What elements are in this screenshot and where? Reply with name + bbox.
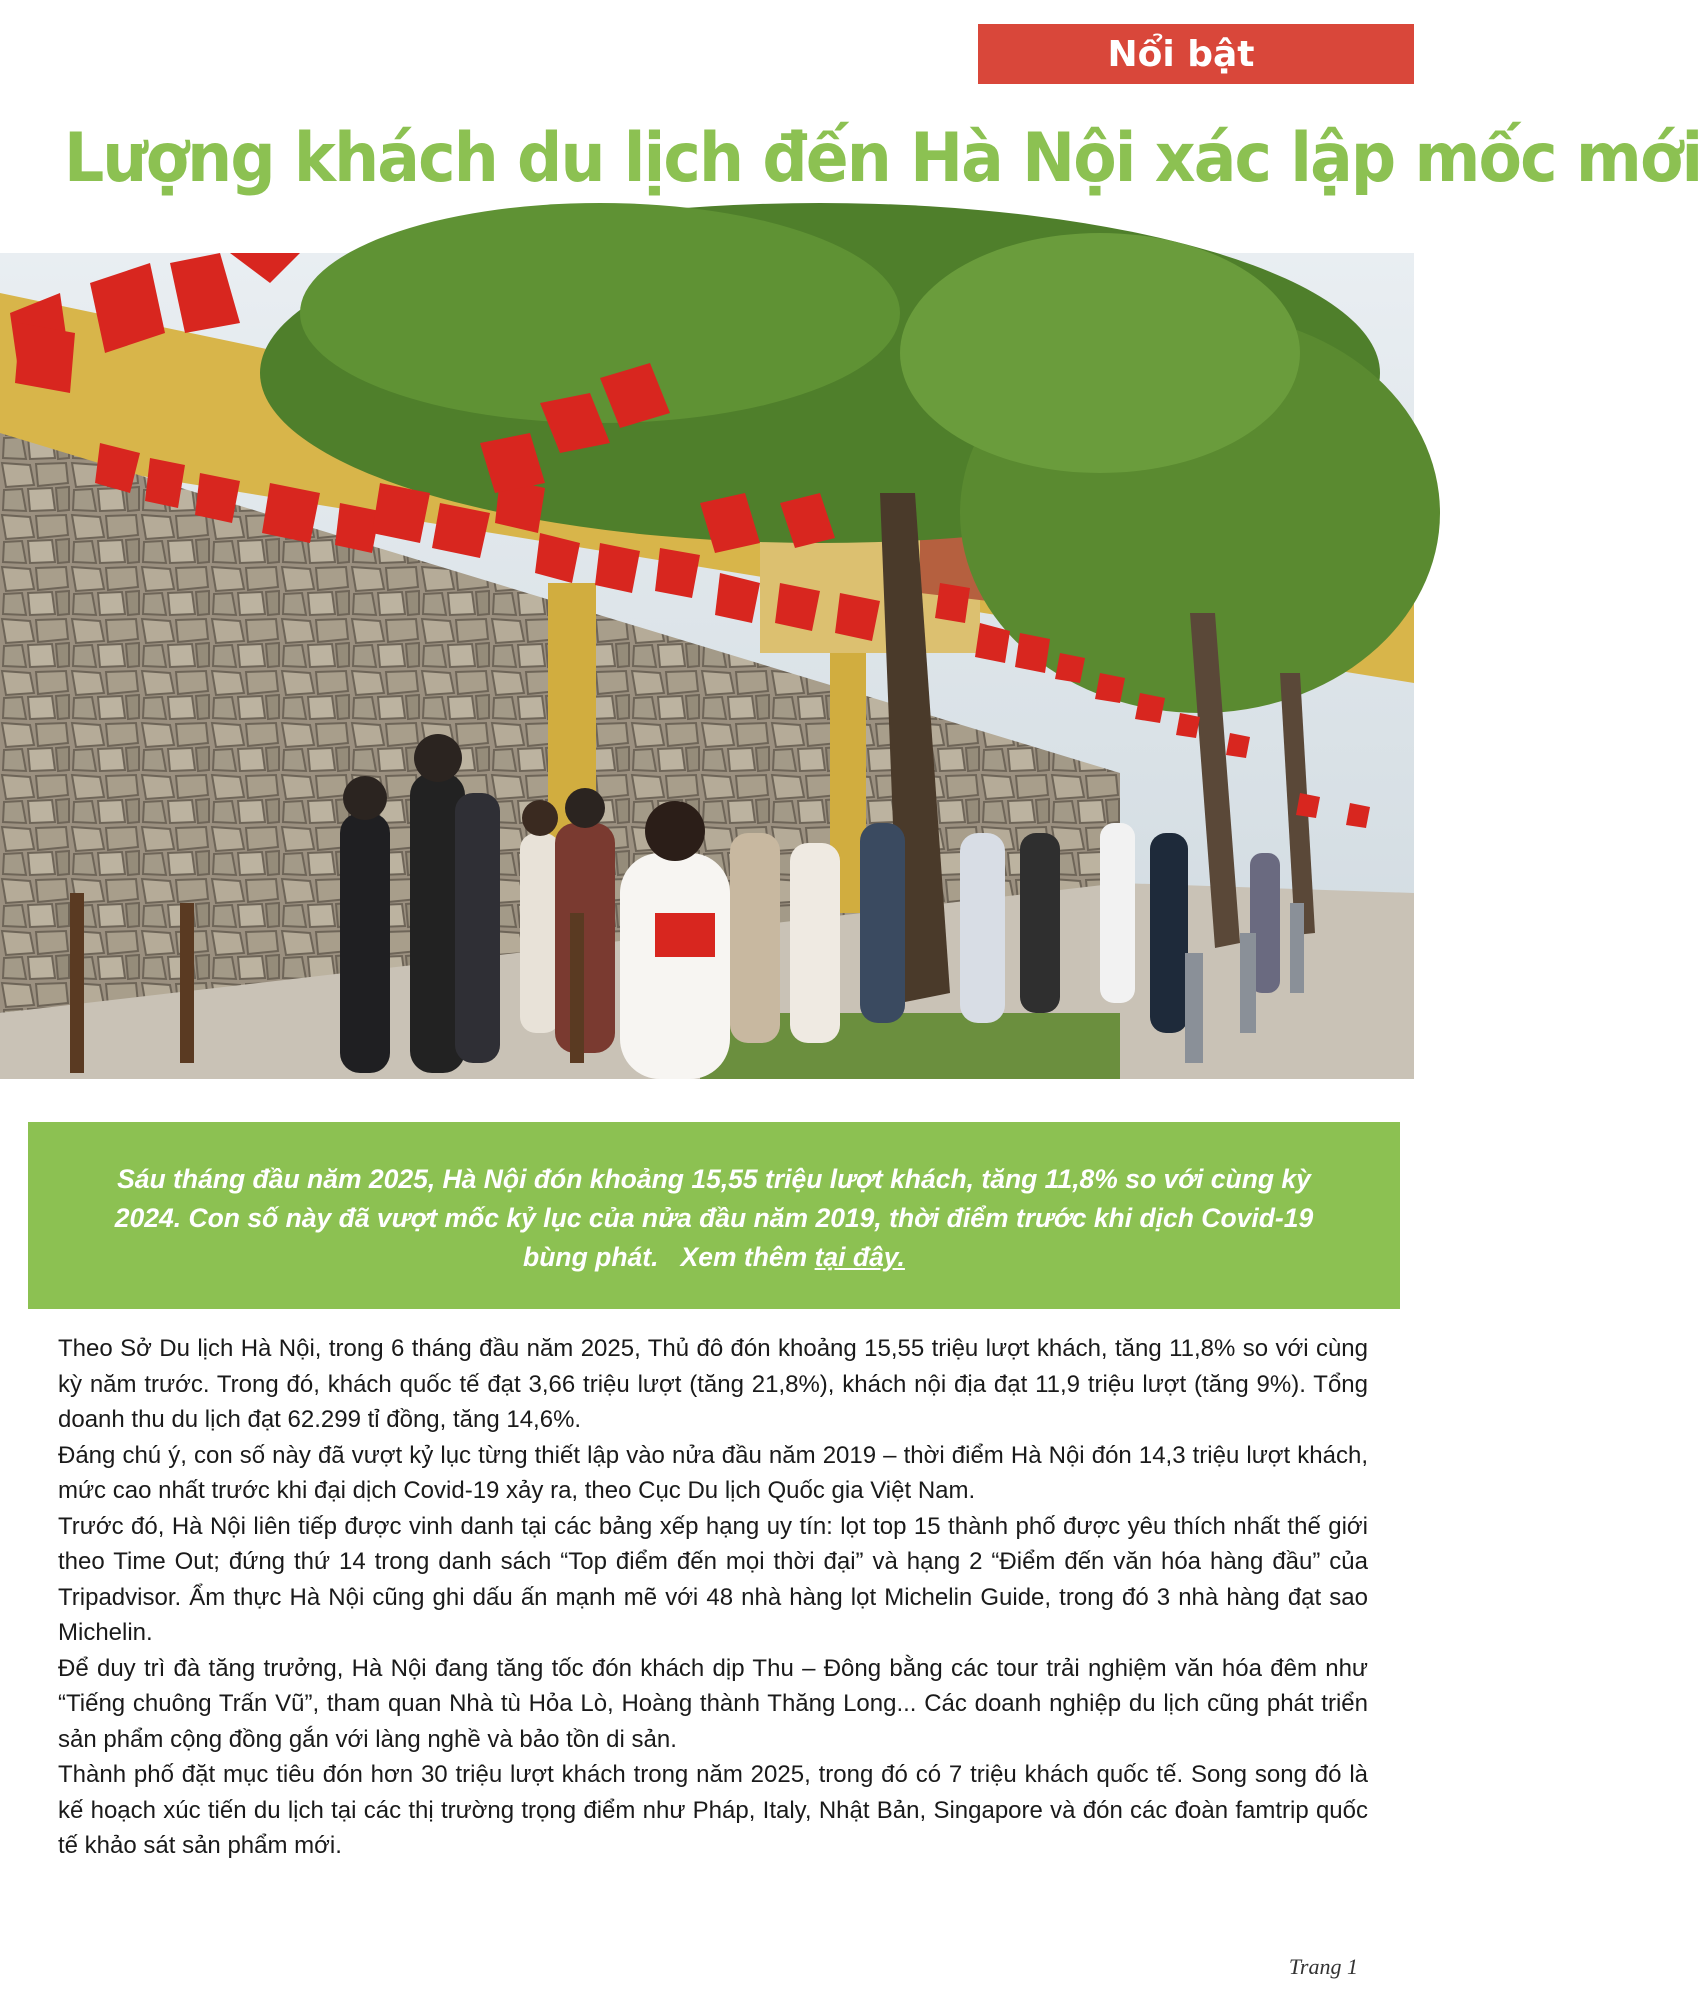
summary-text: Sáu tháng đầu năm 2025, Hà Nội đón khoảng 15,55 triệu lượt khách, tăng 11,8% so với cùng kỳ 2024. Con số này đã vượt mốc kỷ lục của nửa đầu năm 2019, thời điểm trước khi dịch Covid-19 bùng phát. [114,1164,1314,1272]
article-paragraph: Thành phố đặt mục tiêu đón hơn 30 triệu lượt khách trong năm 2025, trong đó có 7 triệu khách quốc tế. Song song đó là kế hoạch xúc tiến du lịch tại các thị trường trọng điểm như Pháp, Italy, Nhật Bản, Singapore và đón các đoàn famtrip quốc tế khảo sát sản phẩm mới. [58,1761,1368,1859]
article-paragraph: Để duy trì đà tăng trưởng, Hà Nội đang tăng tốc đón khách dịp Thu – Đông bằng các tour trải nghiệm văn hóa đêm như “Tiếng chuông Trấn Vũ”, tham quan Nhà tù Hỏa Lò, Hoàng thành Thăng Long... Các doanh nghiệp du lịch cũng phát triển sản phẩm cộng đồng gắn với làng nghề và bảo tồn di sản. [58,1654,1368,1753]
section-badge-label: Nổi bật [1107,33,1255,75]
summary-callout [28,1122,1400,1309]
article-headline: Lượng khách du lịch đến Hà Nội xác lập mốc mới [64,119,1701,198]
page-number: Trang 1 [1288,1954,1358,1979]
article-photo [0,253,1414,1079]
article-paragraph: Trước đó, Hà Nội liên tiếp được vinh danh tại các bảng xếp hạng uy tín: lọt top 15 thành phố được yêu thích nhất thế giới theo Time Out; đứng thứ 14 trong danh sách “Top điểm đến mọi thời đại” và hạng 2 “Điểm đến văn hóa hàng đầu” của Tripadvisor. Ẩm thực Hà Nội cũng ghi dấu ấn mạnh mẽ với 48 nhà hàng lọt Michelin Guide, trong đó 3 nhà hàng đạt sao Michelin. [58,1512,1368,1646]
photo-street-flags [0,253,1414,1079]
article-paragraph: Đáng chú ý, con số này đã vượt kỷ lục từng thiết lập vào nửa đầu năm 2019 – thời điểm Hà Nội đón 14,3 triệu lượt khách, mức cao nhất trước khi đại dịch Covid-19 xảy ra, theo Cục Du lịch Quốc gia Việt Nam. [58,1441,1368,1504]
section-badge [978,24,1414,84]
summary-more-prefix: Xem thêm [680,1242,808,1272]
summary-more-link[interactable]: tại đây. [814,1242,905,1272]
article-paragraph: Theo Sở Du lịch Hà Nội, trong 6 tháng đầu năm 2025, Thủ đô đón khoảng 15,55 triệu lượt khách, tăng 11,8% so với cùng kỳ năm trước. Trong đó, khách quốc tế đạt 3,66 triệu lượt (tăng 21,8%), khách nội địa đạt 11,9 triệu lượt (tăng 9%). Tổng doanh thu du lịch đạt 62.299 tỉ đồng, tăng 14,6%. [58,1335,1368,1433]
article-body [58,1331,1368,1864]
